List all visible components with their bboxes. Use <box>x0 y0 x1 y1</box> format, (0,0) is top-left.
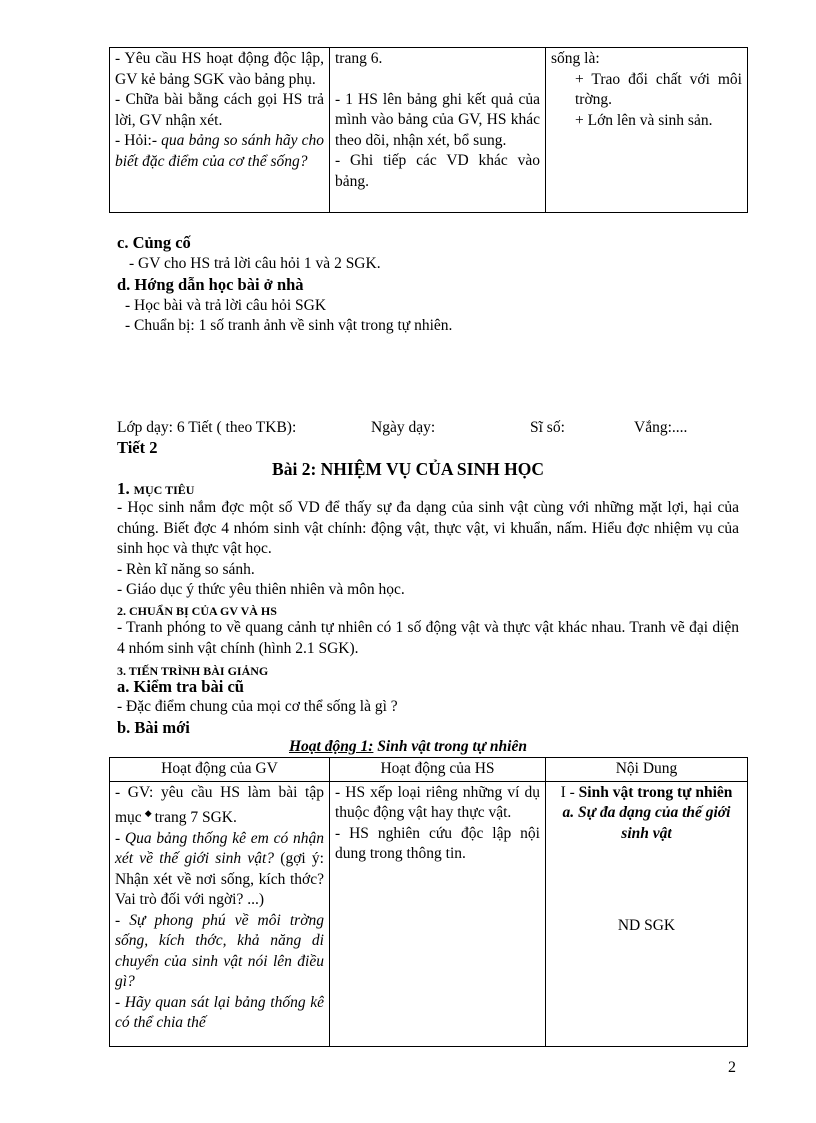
hs-line: - HS nghiên cứu độc lập nội dung trong thông tin. <box>335 824 540 862</box>
nd-title <box>551 783 742 804</box>
top-col3-line: + Trao đổi chất với môi trờng. <box>575 70 742 108</box>
kiem-tra-line: - Đặc điểm chung của mọi cơ thể sống là gì ? <box>117 698 398 715</box>
tien-trinh-heading: 3. TIẾN TRÌNH BÀI GIẢNG <box>117 664 269 678</box>
muc-tieu-heading <box>117 479 194 500</box>
header-hs: Hoạt động của HS <box>330 758 546 782</box>
kiem-tra-heading: a. Kiểm tra bài cũ <box>117 677 244 696</box>
gv-line-question <box>115 829 324 911</box>
huong-dan-line: - Học bài và trả lời câu hỏi SGK <box>125 297 327 314</box>
top-table-col3 <box>546 48 748 213</box>
muc-tieu-body <box>117 498 739 601</box>
gv-activity-cell <box>110 781 330 1046</box>
activity-table <box>109 757 748 1047</box>
activity-label: Hoạt động 1: <box>289 738 374 755</box>
top-col1-question <box>115 131 324 172</box>
header-noi-dung: Nội Dung <box>546 758 748 782</box>
top-continuation-table <box>109 47 748 213</box>
hs-activity-cell <box>330 781 546 1046</box>
page-number: 2 <box>728 1059 736 1076</box>
class-info-lop: Lớp dạy: 6 Tiết ( theo TKB): <box>117 419 297 436</box>
top-col2-line: - Ghi tiếp các VD khác vào bảng. <box>335 152 540 190</box>
heading-number: 1. <box>117 479 130 498</box>
activity-title <box>0 737 816 757</box>
top-col3-line: sống là: <box>551 50 600 67</box>
nd-title-text: Sinh vật trong tự nhiên <box>578 783 733 801</box>
muc-tieu-line: - Rèn kĩ năng so sánh. <box>117 560 255 578</box>
activity-text: Sinh vật trong tự nhiên <box>373 738 527 755</box>
gv-line-observe: - Hãy quan sát lại bảng thống kê có thể chia thế <box>115 993 324 1032</box>
cung-co-heading: c. Củng cố <box>117 233 191 252</box>
huong-dan-line: - Chuẩn bị: 1 số tranh ảnh về sinh vật trong tự nhiên. <box>125 317 453 334</box>
nd-sgk: ND SGK <box>617 917 676 934</box>
gv-hint-text: (gợi ý: Nhận xét về nơi sống, kích thớc? Vai trò đối với ngời? ...) <box>115 850 324 909</box>
class-info-vang: Vắng:.... <box>634 419 688 436</box>
top-table-col2 <box>330 48 546 213</box>
lesson-title <box>0 459 816 479</box>
nd-subtitle: a. Sự đa dạng của thế giới sinh vật <box>562 804 731 842</box>
chuan-bi-heading: 2. CHUẨN BỊ CỦA GV VÀ HS <box>117 604 277 618</box>
class-info-ngay: Ngày dạy: <box>371 419 436 436</box>
top-col2-line: - 1 HS lên bảng ghi kết quả của mình vào bảng của GV, HS khác theo dõi, nhận xét, bổ sung. <box>335 90 540 149</box>
gv-task-page: trang 7 SGK. <box>154 809 237 827</box>
header-gv: Hoạt động của GV <box>110 758 330 782</box>
question-label: - Hỏi: <box>115 132 152 149</box>
class-info-si-so: Sĩ số: <box>530 419 565 436</box>
top-col3-line: + Lớn lên và sinh sản. <box>575 111 713 129</box>
muc-tieu-line: - Học sinh nắm đợc một số VD để thấy sự đa dạng của sinh vật cùng với những mặt lợi, hại của chúng. Biết đợc 4 nhóm sinh vật chính: động vật, thực vật, vi khuẩn, nấm. Hiểu đợc nhiệm vụ của sinh học và thực vật học. <box>117 499 739 557</box>
tiet-label: Tiết 2 <box>117 438 158 457</box>
noi-dung-cell <box>546 781 748 1046</box>
top-table-col1 <box>110 48 330 213</box>
top-col2-line: trang 6. <box>335 50 383 67</box>
gv-line-diversity: - Sự phong phú về môi trờng sống, kích thớc, khả năng di chuyển của sinh vật nói lên điều gì? <box>115 911 324 991</box>
question-text: - qua bảng so sánh hãy cho biết đặc điểm của cơ thể sống? <box>115 132 324 170</box>
gv-question-text: - Qua bảng thống kê em có nhận xét về thế giới sinh vật? <box>115 829 324 868</box>
cung-co-line: - GV cho HS trả lời câu hỏi 1 và 2 SGK. <box>129 255 381 272</box>
huong-dan-heading: d. Hớng dẫn học bài ở nhà <box>117 275 304 294</box>
top-col1-line: - Yêu cầu HS hoạt động độc lập, GV kẻ bảng SGK vào bảng phụ. <box>115 50 324 88</box>
muc-tieu-line: - Giáo dục ý thức yêu thiên nhiên và môn học. <box>117 581 405 598</box>
diamond-bullet-icon: ◆ <box>144 808 152 818</box>
lesson-title-text: Bài 2: NHIỆM VỤ CỦA SINH HỌC <box>272 459 544 479</box>
bai-moi-heading: b. Bài mới <box>117 718 190 737</box>
gv-line-task <box>115 783 324 829</box>
heading-text: MỤC TIÊU <box>133 483 195 497</box>
top-col1-line: - Chữa bài bằng cách gọi HS trả lời, GV nhận xét. <box>115 91 324 129</box>
hs-line: - HS xếp loại riêng những ví dụ thuộc động vật hay thực vật. <box>335 783 540 821</box>
gv-task-text: - GV: yêu cầu HS làm bài tập mục <box>115 783 324 827</box>
nd-prefix: I - <box>560 783 579 801</box>
chuan-bi-body: - Tranh phóng to về quang cảnh tự nhiên có 1 số động vật và thực vật khác nhau. Tranh vẽ đại diện 4 nhóm sinh vật chính (hình 2.1 SGK). <box>117 619 739 657</box>
